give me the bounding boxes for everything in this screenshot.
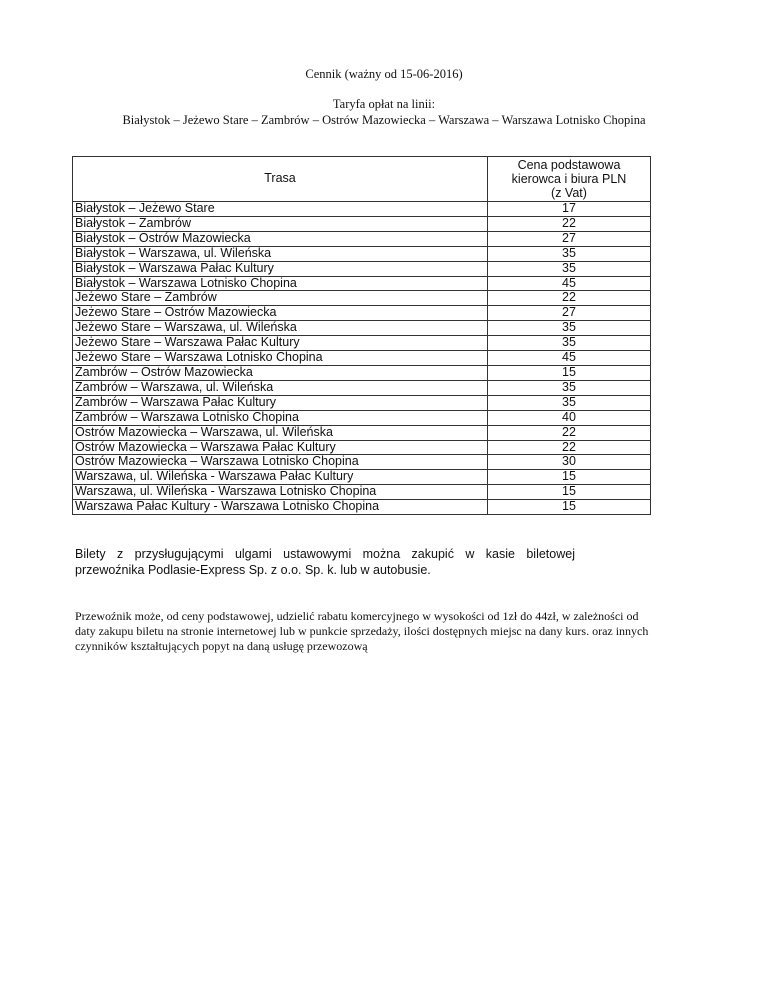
table-row <box>73 365 651 380</box>
price-table-body <box>73 202 651 515</box>
price-cell: 22 <box>488 440 651 455</box>
route-cell: Warszawa Pałac Kultury - Warszawa Lotnisko Chopina <box>73 500 488 515</box>
table-row <box>73 261 651 276</box>
route-cell: Jeżewo Stare – Warszawa, ul. Wileńska <box>73 321 488 336</box>
table-row <box>73 455 651 470</box>
table-row <box>73 306 651 321</box>
price-cell: 22 <box>488 425 651 440</box>
route-line: Białystok – Jeżewo Stare – Zambrów – Ostrów Mazowiecka – Warszawa – Warszawa Lotnisko Chopina <box>122 113 646 127</box>
table-row <box>73 485 651 500</box>
route-cell: Białystok – Warszawa, ul. Wileńska <box>73 246 488 261</box>
price-cell: 35 <box>488 395 651 410</box>
table-row <box>73 231 651 246</box>
price-cell: 22 <box>488 216 651 231</box>
price-cell: 30 <box>488 455 651 470</box>
route-cell: Białystok – Ostrów Mazowiecka <box>73 231 488 246</box>
price-cell: 35 <box>488 246 651 261</box>
route-cell: Jeżewo Stare – Ostrów Mazowiecka <box>73 306 488 321</box>
table-row <box>73 351 651 366</box>
route-cell: Zambrów – Ostrów Mazowiecka <box>73 365 488 380</box>
route-cell: Jeżewo Stare – Zambrów <box>73 291 488 306</box>
discount-note: Przewoźnik może, od ceny podstawowej, udzielić rabatu komercyjnego w wysokości od 1zł do 44zł, w zależności od daty zakupu biletu na stronie internetowej lub w punkcie sprzedaży, ilości dostępnych miejsc na dany kurs. oraz innych czynników kształtujących popyt na daną usługę przewozową <box>75 609 649 653</box>
table-row <box>73 202 651 217</box>
route-cell: Białystok – Jeżewo Stare <box>73 202 488 217</box>
route-cell: Białystok – Warszawa Lotnisko Chopina <box>73 276 488 291</box>
route-cell: Ostrów Mazowiecka – Warszawa, ul. Wileńska <box>73 425 488 440</box>
route-cell: Jeżewo Stare – Warszawa Pałac Kultury <box>73 336 488 351</box>
route-cell: Ostrów Mazowiecka – Warszawa Pałac Kultury <box>73 440 488 455</box>
price-cell: 27 <box>488 306 651 321</box>
route-header: Trasa <box>73 157 488 202</box>
tickets-note: Bilety z przysługującymi ulgami ustawowymi można zakupić w kasie biletowej przewoźnika Podlasie-Express Sp. z o.o. Sp. k. lub w autobusie. <box>75 547 575 577</box>
table-row <box>73 336 651 351</box>
route-cell: Zambrów – Warszawa Pałac Kultury <box>73 395 488 410</box>
route-cell: Białystok – Warszawa Pałac Kultury <box>73 261 488 276</box>
table-row <box>73 500 651 515</box>
route-cell: Warszawa, ul. Wileńska - Warszawa Pałac Kultury <box>73 470 488 485</box>
price-cell: 35 <box>488 321 651 336</box>
table-row <box>73 440 651 455</box>
table-row <box>73 321 651 336</box>
table-header-row <box>73 157 651 202</box>
price-cell: 15 <box>488 500 651 515</box>
table-row <box>73 291 651 306</box>
price-header-line: (z Vat) <box>551 186 587 200</box>
price-cell: 15 <box>488 485 651 500</box>
price-header-line: kierowca i biura PLN <box>511 172 627 186</box>
price-cell: 45 <box>488 351 651 366</box>
table-row <box>73 425 651 440</box>
table-row <box>73 380 651 395</box>
price-cell: 40 <box>488 410 651 425</box>
table-row <box>73 470 651 485</box>
price-cell: 45 <box>488 276 651 291</box>
price-cell: 35 <box>488 261 651 276</box>
price-cell: 17 <box>488 202 651 217</box>
price-header-line: Cena podstawowa <box>517 158 621 172</box>
route-cell: Zambrów – Warszawa, ul. Wileńska <box>73 380 488 395</box>
price-cell: 22 <box>488 291 651 306</box>
table-row <box>73 276 651 291</box>
route-cell: Jeżewo Stare – Warszawa Lotnisko Chopina <box>73 351 488 366</box>
price-cell: 15 <box>488 365 651 380</box>
tariff-heading: Taryfa opłat na linii: <box>332 97 436 111</box>
table-row <box>73 395 651 410</box>
route-cell: Białystok – Zambrów <box>73 216 488 231</box>
price-table <box>72 156 651 515</box>
route-cell: Warszawa, ul. Wileńska - Warszawa Lotnisko Chopina <box>73 485 488 500</box>
price-cell: 27 <box>488 231 651 246</box>
table-row <box>73 410 651 425</box>
route-cell: Ostrów Mazowiecka – Warszawa Lotnisko Chopina <box>73 455 488 470</box>
price-header <box>488 157 651 202</box>
price-cell: 35 <box>488 380 651 395</box>
route-cell: Zambrów – Warszawa Lotnisko Chopina <box>73 410 488 425</box>
table-row <box>73 246 651 261</box>
table-row <box>73 216 651 231</box>
price-cell: 35 <box>488 336 651 351</box>
price-cell: 15 <box>488 470 651 485</box>
page-title: Cennik (ważny od 15-06-2016) <box>305 67 463 81</box>
